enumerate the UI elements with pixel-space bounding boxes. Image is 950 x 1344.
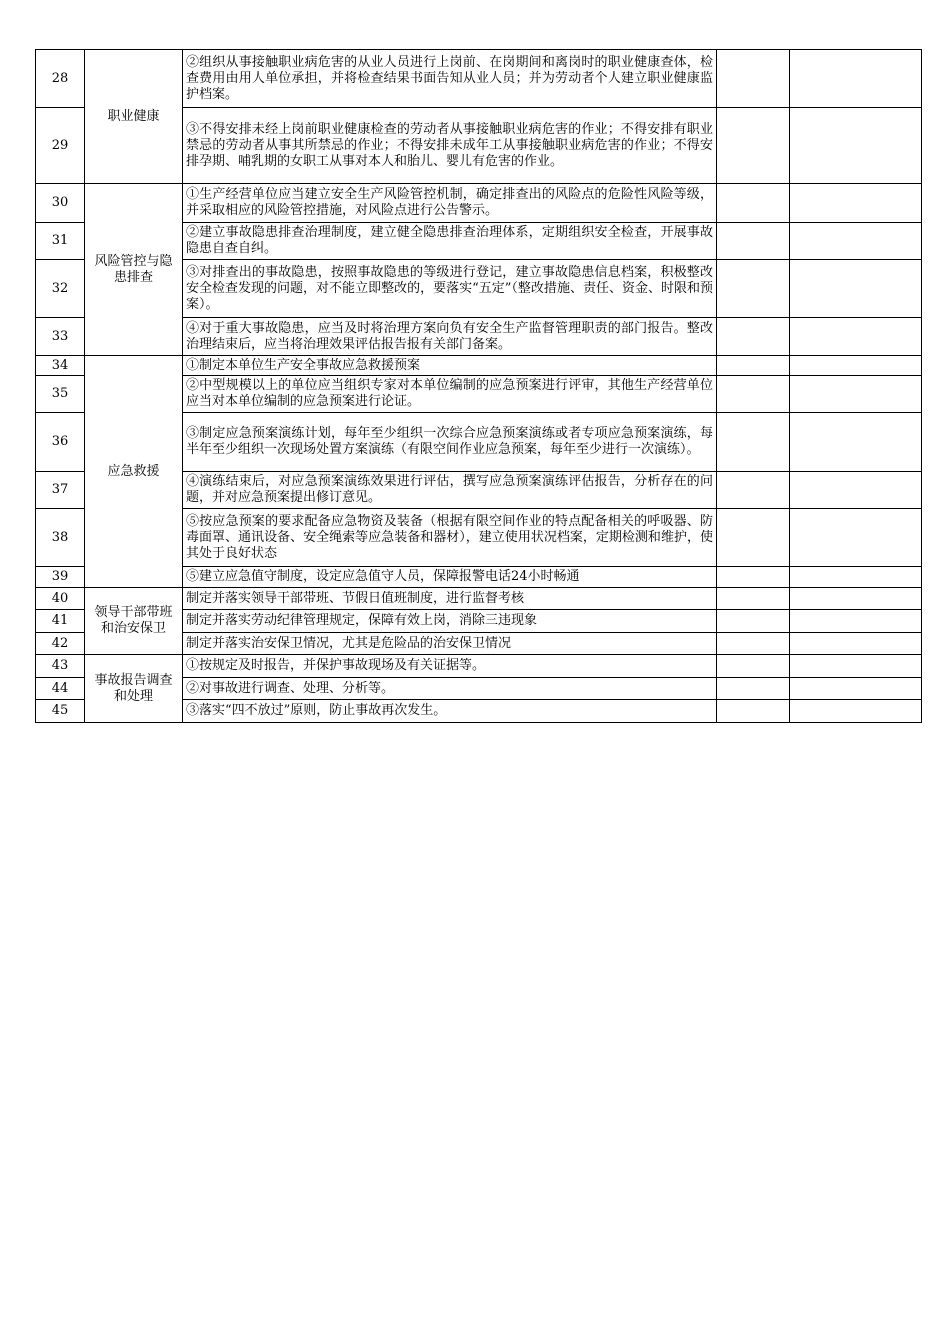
blank-cell[interactable] [717,610,790,633]
requirement-text: 制定并落实领导干部带班、节假日值班制度，进行监督考核 [183,588,717,610]
blank-cell[interactable] [790,260,922,318]
row-number: 32 [36,260,85,318]
row-number: 35 [36,376,85,413]
blank-cell[interactable] [790,376,922,413]
requirement-text: ①制定本单位生产安全事故应急救援预案 [183,356,717,376]
requirement-text: ④对于重大事故隐患，应当及时将治理方案向负有安全生产监督管理职责的部门报告。整改治理结束后，应当将治理效果评估报告报有关部门备案。 [183,318,717,356]
row-number: 39 [36,567,85,588]
category-cell: 风险管控与隐患排查 [85,184,183,356]
blank-cell[interactable] [790,610,922,633]
blank-cell[interactable] [717,413,790,472]
category-cell: 领导干部带班和治安保卫 [85,588,183,655]
requirement-text: ⑤按应急预案的要求配备应急物资及装备（根据有限空间作业的特点配备相关的呼吸器、防毒面罩、通讯设备、安全绳索等应急装备和器材），建立使用状况档案，定期检测和维护，使其处于良好状态 [183,509,717,567]
blank-cell[interactable] [717,678,790,700]
row-number: 42 [36,633,85,655]
row-number: 31 [36,223,85,260]
table-row [36,655,922,678]
requirement-text: ①生产经营单位应当建立安全生产风险管控机制，确定排查出的风险点的危险性风险等级，并采取相应的风险管控措施，对风险点进行公告警示。 [183,184,717,223]
blank-cell[interactable] [717,472,790,509]
row-number: 36 [36,413,85,472]
row-number: 43 [36,655,85,678]
row-number: 33 [36,318,85,356]
blank-cell[interactable] [790,567,922,588]
table-row [36,356,922,376]
blank-cell[interactable] [790,356,922,376]
row-number: 41 [36,610,85,633]
blank-cell[interactable] [790,633,922,655]
row-number: 38 [36,509,85,567]
blank-cell[interactable] [790,318,922,356]
blank-cell[interactable] [717,318,790,356]
requirement-text: ③落实“四不放过”原则，防止事故再次发生。 [183,700,717,723]
blank-cell[interactable] [790,509,922,567]
row-number: 44 [36,678,85,700]
requirement-text: ③对排查出的事故隐患，按照事故隐患的等级进行登记，建立事故隐患信息档案，积极整改安全检查发现的问题，对不能立即整改的，要落实“五定”（整改措施、责任、资金、时限和预案）。 [183,260,717,318]
blank-cell[interactable] [717,184,790,223]
blank-cell[interactable] [717,509,790,567]
category-cell: 应急救援 [85,356,183,588]
requirement-text: 制定并落实治安保卫情况，尤其是危险品的治安保卫情况 [183,633,717,655]
blank-cell[interactable] [717,356,790,376]
blank-cell[interactable] [790,50,922,108]
requirement-text: ③制定应急预案演练计划，每年至少组织一次综合应急预案演练或者专项应急预案演练，每半年至少组织一次现场处置方案演练（有限空间作业应急预案，每年至少进行一次演练）。 [183,413,717,472]
blank-cell[interactable] [717,655,790,678]
blank-cell[interactable] [717,633,790,655]
row-number: 45 [36,700,85,723]
blank-cell[interactable] [790,472,922,509]
blank-cell[interactable] [717,700,790,723]
table-row [36,588,922,610]
row-number: 28 [36,50,85,108]
blank-cell[interactable] [790,413,922,472]
row-number: 34 [36,356,85,376]
table-row [36,184,922,223]
blank-cell[interactable] [717,376,790,413]
blank-cell[interactable] [790,678,922,700]
requirement-text: 制定并落实劳动纪律管理规定，保障有效上岗，消除三违现象 [183,610,717,633]
category-cell: 事故报告调查和处理 [85,655,183,723]
requirement-text: ②中型规模以上的单位应当组织专家对本单位编制的应急预案进行评审，其他生产经营单位应当对本单位编制的应急预案进行论证。 [183,376,717,413]
blank-cell[interactable] [790,588,922,610]
blank-cell[interactable] [717,50,790,108]
category-cell: 职业健康 [85,50,183,184]
blank-cell[interactable] [717,260,790,318]
blank-cell[interactable] [717,108,790,184]
row-number: 29 [36,108,85,184]
table-row [36,50,922,108]
blank-cell[interactable] [717,567,790,588]
row-number: 40 [36,588,85,610]
blank-cell[interactable] [717,588,790,610]
inspection-checklist-table [35,49,922,723]
requirement-text: ④演练结束后，对应急预案演练效果进行评估，撰写应急预案演练评估报告，分析存在的问题，并对应急预案提出修订意见。 [183,472,717,509]
blank-cell[interactable] [790,184,922,223]
blank-cell[interactable] [790,655,922,678]
requirement-text: ①按规定及时报告，并保护事故现场及有关证据等。 [183,655,717,678]
row-number: 37 [36,472,85,509]
row-number: 30 [36,184,85,223]
requirement-text: ②对事故进行调查、处理、分析等。 [183,678,717,700]
blank-cell[interactable] [717,223,790,260]
blank-cell[interactable] [790,700,922,723]
requirement-text: ②建立事故隐患排查治理制度，建立健全隐患排查治理体系，定期组织安全检查，开展事故隐患自查自纠。 [183,223,717,260]
requirement-text: ⑤建立应急值守制度，设定应急值守人员，保障报警电话24小时畅通 [183,567,717,588]
blank-cell[interactable] [790,108,922,184]
requirement-text: ③不得安排未经上岗前职业健康检查的劳动者从事接触职业病危害的作业；不得安排有职业禁忌的劳动者从事其所禁忌的作业；不得安排未成年工从事接触职业病危害的作业；不得安排孕期、哺乳期的女职工从事对本人和胎儿、婴儿有危害的作业。 [183,108,717,184]
blank-cell[interactable] [790,223,922,260]
requirement-text: ②组织从事接触职业病危害的从业人员进行上岗前、在岗期间和离岗时的职业健康查体，检查费用由用人单位承担，并将检查结果书面告知从业人员；并为劳动者个人建立职业健康监护档案。 [183,50,717,108]
